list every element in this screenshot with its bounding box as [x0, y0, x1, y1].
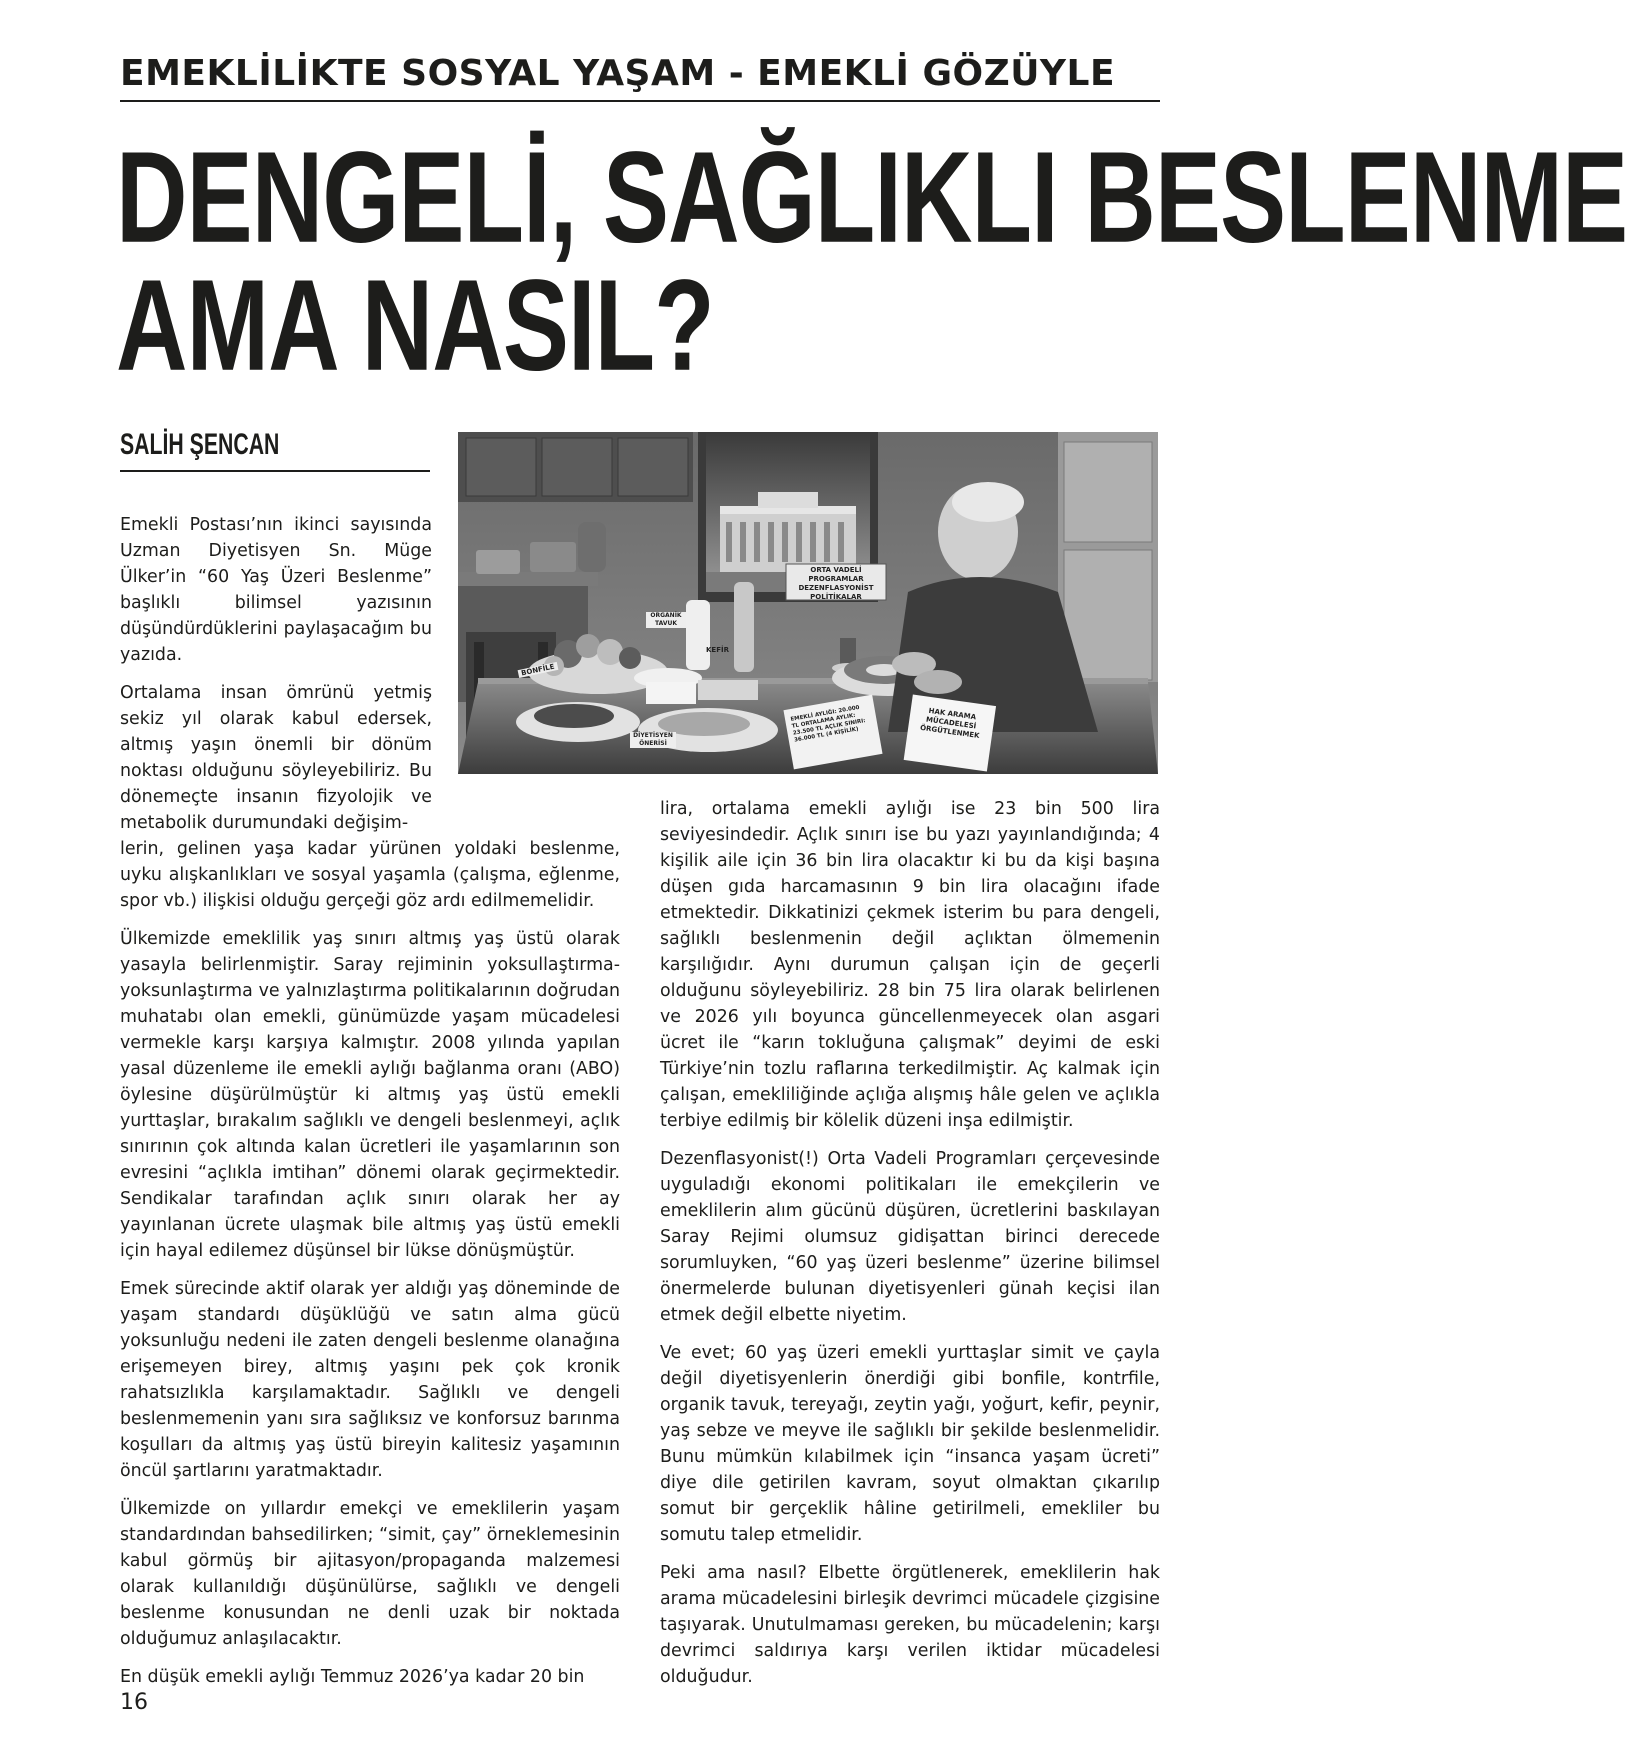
paragraph: Ve evet; 60 yaş üzeri emekli yurttaşlar simit ve çayla değil diyetisyenlerin önerdiği gibi bonfile, kontrfile, organik tavuk, tereyağı, zeytin yağı, yoğurt, kefir, peynir, yaş sebze ve meyve ile sağlıklı bir şekilde beslenmelidir. Bunu mümkün kılabilmek için “insanca yaşam ücreti” diye dile getirilen kavram, soyut olmaktan çıkarılıp somut bir gerçeklik hâline getirilmeli, emekliler bu somutu talep etmelidir.	[660, 1343, 1160, 1545]
body-column-left-top	[120, 512, 432, 836]
header-rule	[120, 100, 1160, 102]
paragraph: lerin, gelinen yaşa kadar yürünen yoldaki beslenme, uyku alışkanlıkları ve sosyal yaşamla (çalışma, eğlenme, spor vb.) ilişkisi olduğu gerçeği göz ardı edilmemelidir.	[120, 839, 620, 911]
paragraph: Peki ama nasıl? Elbette örgütlenerek, emeklilerin hak arama mücadelesini birleşik devrimci mücadele çizgisine taşıyarak. Unutulmaması gereken, bu mücadelenin; karşı devrimci saldırıya karşı verilen iktidar mücadelesi olduğudur.	[660, 1563, 1160, 1687]
paragraph: Emek sürecinde aktif olarak yer aldığı yaş döneminde de yaşam standardı düşüklüğü ve satın alma gücü yoksunluğu nedeni ile zaten dengeli beslenme olanağına erişemeyen birey, altmış yaşını pek çok kronik rahatsızlıkla karşılamaktadır. Sağlıklı ve dengeli beslenmemenin yanı sıra sağlıksız ve konforsuz barınma koşulları da altmış yaş üstü bireyin kalitesiz yaşamının öncül şartlarını yaratmaktadır.	[120, 1279, 620, 1481]
paragraph: lira, ortalama emekli aylığı ise 23 bin 500 lira seviyesindedir. Açlık sınırı ise bu yazı yayınlandığında; 4 kişilik aile için 36 bin lira olacaktır ki bu da kişi başına düşen gıda harcamasının 9 bin lira olacağını ifade etmektedir. Dikkatinizi çekmek isterim bu para dengeli, sağlıklı beslenmenin değil açlıktan ölmemenin karşılığıdır. Aynı durumun çalışan için de geçerli olduğunu söyleyebiliriz. 28 bin 75 lira olarak belirlenen ve 2026 yılı boyunca güncellenmeyecek olan asgari ücret ile “karın tokluğuna çalışmak” deyimi de eski Türkiye’nin tozlu raflarına terkedilmiştir. Aç kalmak için çalışan, emekliliğinde açlığa alışmış hâle gelen ve açlıkla terbiye edilmiş bir kölelik düzeni inşa edilmiştir.	[660, 799, 1160, 1131]
author-name: SALİH ŞENCAN	[120, 428, 280, 462]
paragraph: Ülkemizde emeklilik yaş sınırı altmış yaş üstü olarak yasayla belirlenmiştir. Saray rejiminin yoksullaştırma-yoksunlaştırma ve yalnızlaştırma politikalarının doğrudan muhatabı olan emekli, günümüzde yaşam mücadelesi vermekle karşı karşıya kalmıştır. 2008 yılında yapılan yasal düzenleme ile emekli aylığı bağlanma oranı (ABO) öylesine düşürülmüştür ki altmış yaş üstü emekli yurttaşlar, bırakalım sağlıklı ve dengeli beslenmeyi, açlık sınırının çok altında kalan ücretleri ile yaşamlarının son evresini “açlıkla imtihan” dönemi olarak geçirmektedir. Sendikalar tarafından açlık sınırı olarak her ay yayınlanan ücrete ulaşmak bile altmış yaş üstü emekli için hayal edilemez düşünsel bir lükse dönüşmüştür.	[120, 929, 620, 1261]
body-column-left	[120, 836, 620, 1702]
paragraph: Ortalama insan ömrünü yetmiş sekiz yıl olarak kabul edersek, altmış yaşın önemli bir dönüm noktası olduğunu söyleyebiliriz. Bu dönemeçte insanın fizyolojik ve metabolik durumundaki değişim-	[120, 683, 432, 833]
page-number: 16	[120, 1690, 148, 1715]
label-diyetisyen: DİYETİSYEN ÖNERİSİ	[630, 732, 676, 748]
paragraph: Emekli Postası’nın ikinci sayısında Uzman Diyetisyen Sn. Müge Ülker’in “60 Yaş Üzeri Beslenme” başlıklı bilimsel yazısının düşündürdüklerini paylaşacağım bu yazıda.	[120, 515, 432, 665]
paragraph: Ülkemizde on yıllardır emekçi ve emeklilerin yaşam standardından bahsedilirken; “simit, çay” örneklemesinin kabul görmüş bir ajitasyon/propaganda malzemesi olarak kullanıldığı düşünülürse, sağlıklı ve dengeli beslenme konusundan ne denli uzak bir noktada olduğumuz anlaşılacaktır.	[120, 1499, 620, 1649]
paragraph: En düşük emekli aylığı Temmuz 2026’ya kadar 20 bin	[120, 1667, 585, 1687]
article-title-line-2: AMA NASIL?	[116, 252, 714, 399]
label-dezenflasyonist: ORTA VADELİ PROGRAMLAR DEZENFLASYONİST POLİTİKALAR	[798, 566, 874, 601]
label-kefir: KEFİR	[706, 646, 729, 654]
section-header: EMEKLİLİKTE SOSYAL YAŞAM - EMEKLİ GÖZÜYLE	[120, 53, 1116, 94]
author-rule	[120, 470, 430, 472]
label-organik-tavuk: ORGANİK TAVUK	[646, 612, 686, 628]
paragraph: Dezenflasyonist(!) Orta Vadeli Programları çerçevesinde uyguladığı ekonomi politikaları ile emekçilerin ve emeklilerin alım gücünü düşüren, ücretlerini baskılayan Saray Rejimi olumsuz gidişattan birinci derecede sorumluyken, “60 yaş üzeri beslenme” üzerine bilimsel önermelerde bulunan diyetisyenleri günah keçisi ilan etmek değil elbette niyetim.	[660, 1149, 1160, 1325]
body-column-right	[660, 796, 1160, 1702]
label-hak-arama: HAK ARAMA MÜCADELESİ ÖRGÜTLENMEK	[919, 706, 980, 741]
label-emekli-aylik: EMEKLİ AYLIĞI: 20.000 TL ORTALAMA AYLIK: 23.500 TL AÇLIK SINIRI: 36.000 TL (4 KİŞİLİK)	[790, 704, 866, 744]
label-bonfile: BONFİLE	[518, 662, 559, 678]
article-title-line-1: DENGELİ, SAĞLIKLI BESLENME	[116, 124, 1627, 271]
article-illustration	[458, 432, 1158, 774]
